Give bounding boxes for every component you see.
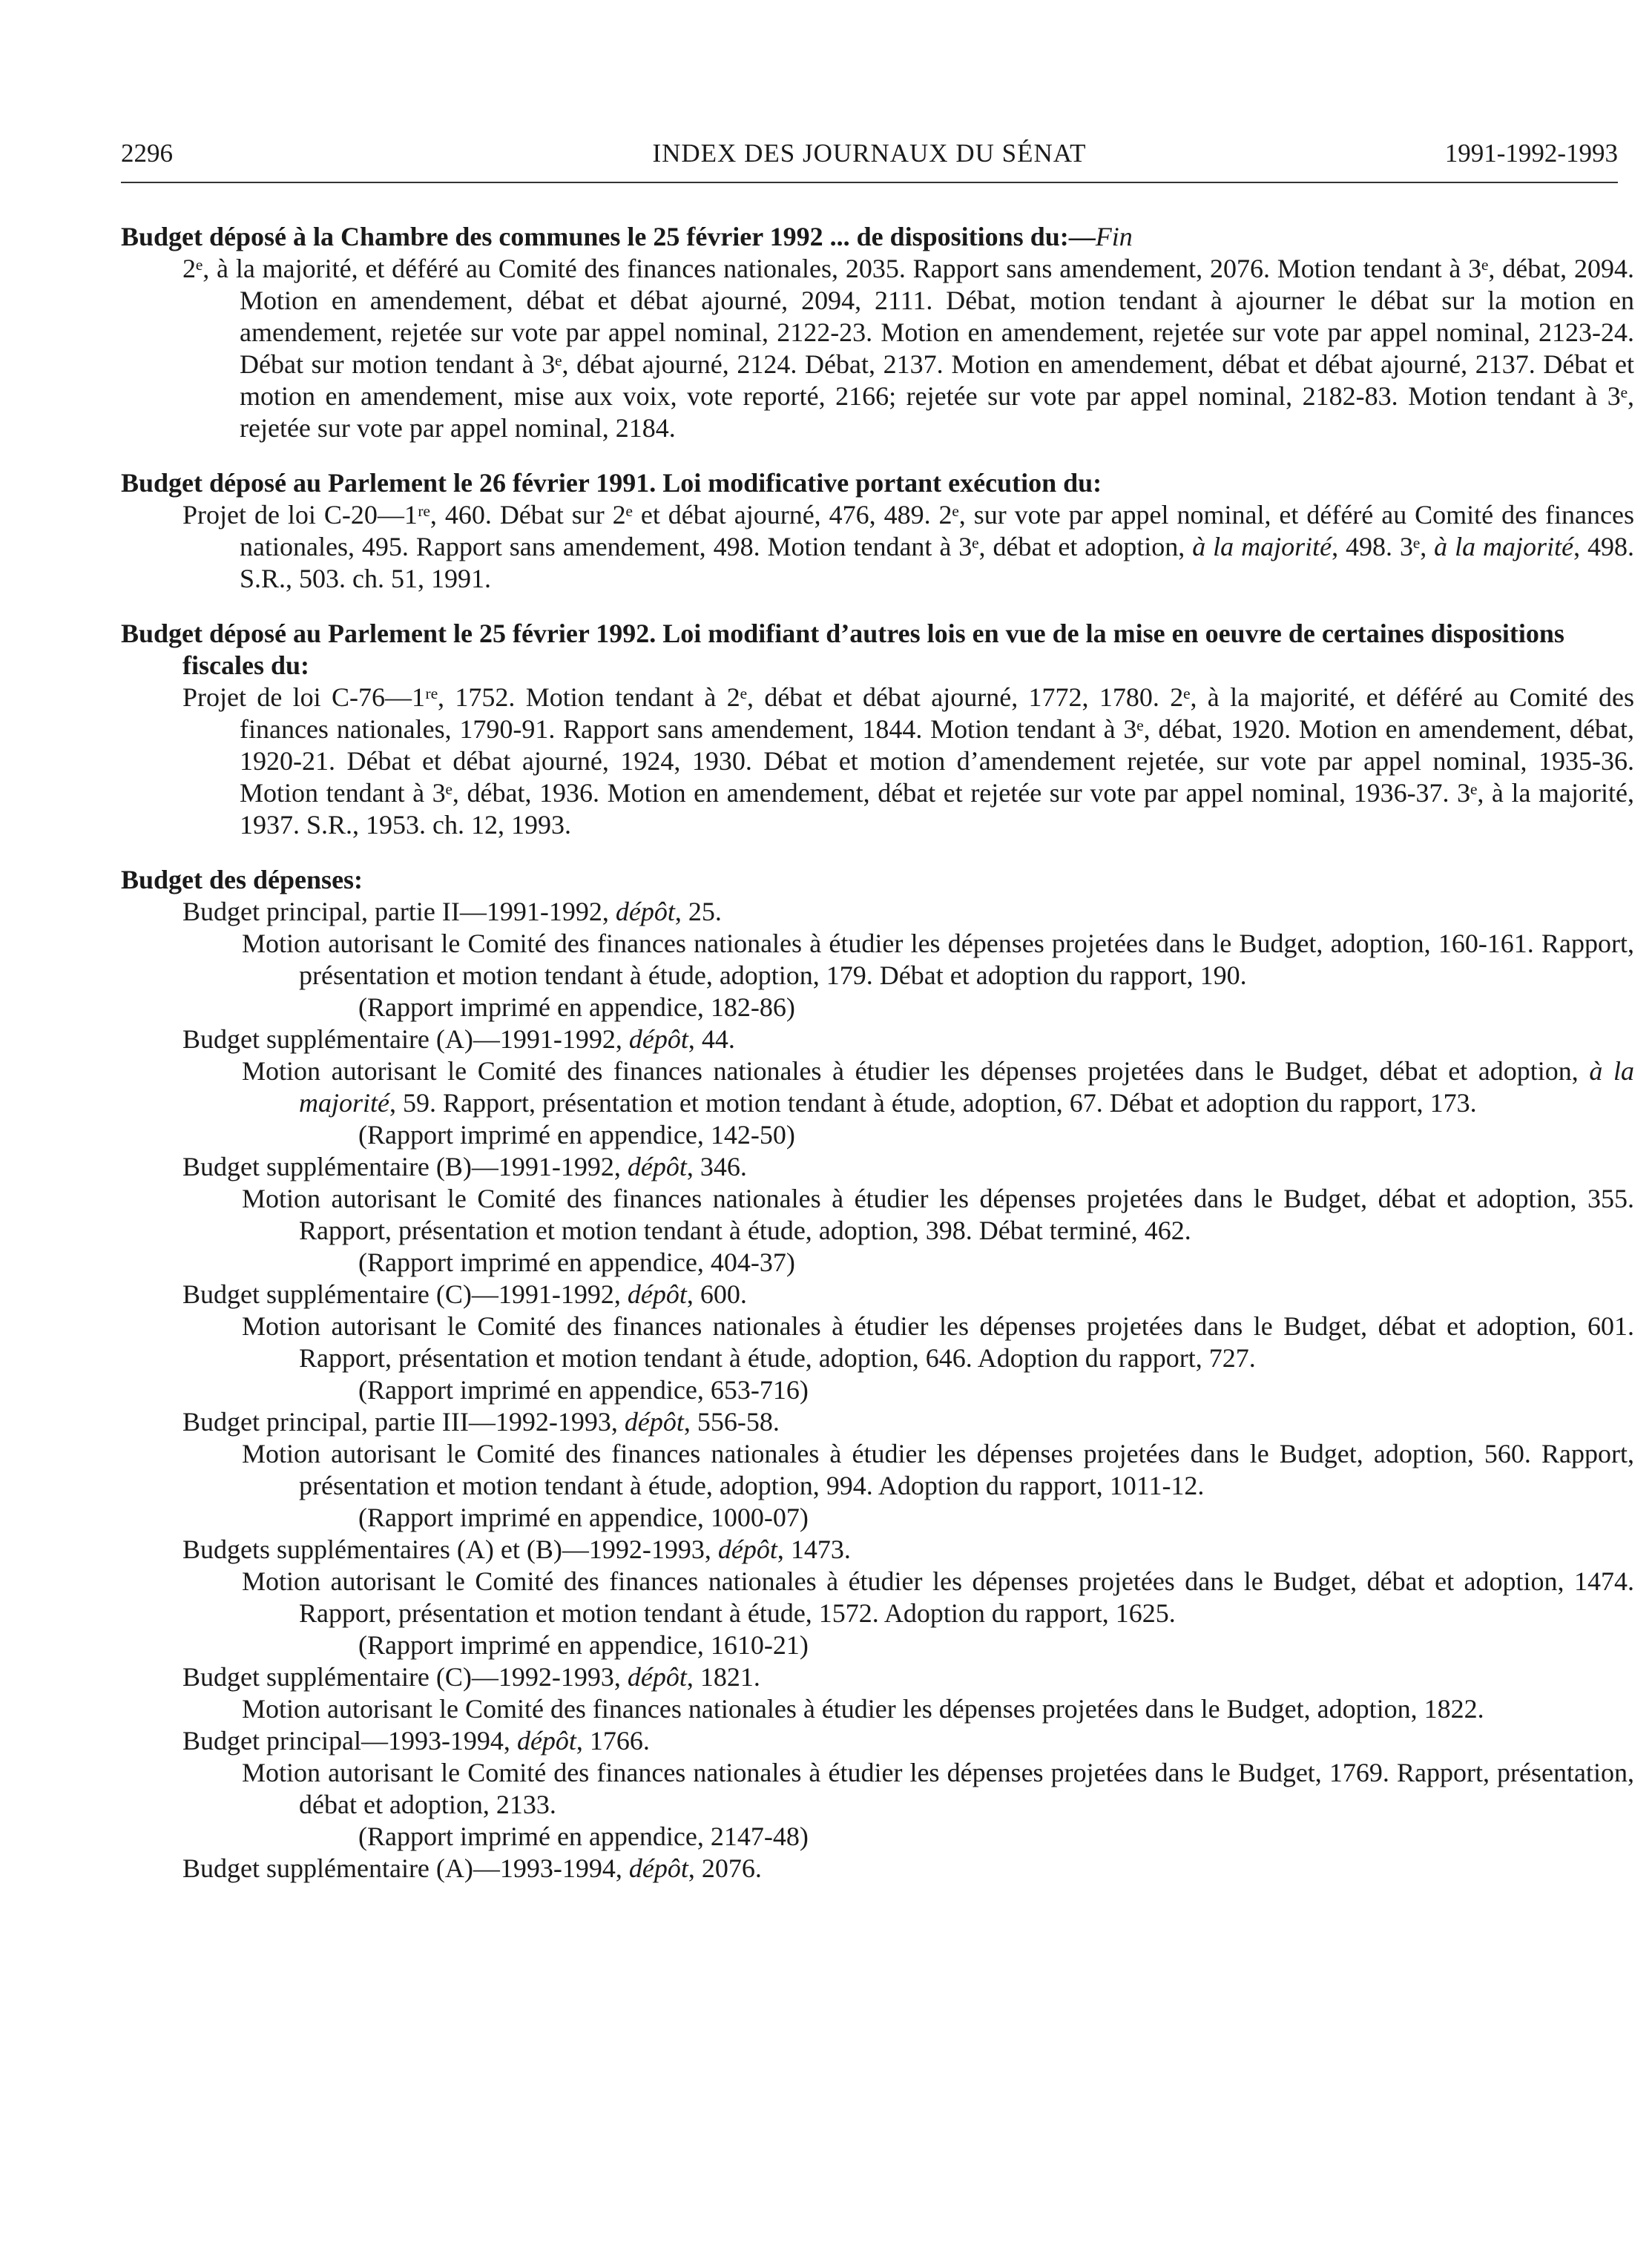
page-ref: , 556-58. bbox=[683, 1407, 780, 1437]
body-italic: à la majorité bbox=[1192, 532, 1332, 561]
sub-entry-motion: Motion autorisant le Comité des finances nationales à étudier les dépenses projetées dans le Budget, débat et adoption, 1474. Rapport, présentation et motion tendant à étude, 1572. Adoption du rapport, 1625. bbox=[242, 1566, 1634, 1628]
motion-italic: à la majorité bbox=[299, 1056, 1634, 1118]
page-ref: , 44. bbox=[688, 1024, 735, 1054]
page-ref: , 1473. bbox=[777, 1534, 851, 1564]
motion-text: Motion autorisant le Comité des finances nationales à étudier les dépenses projetées dans le Budget, débat et adoption, bbox=[242, 1056, 1590, 1086]
label-text: Budget supplémentaire (A)—1993-1994, bbox=[182, 1853, 629, 1883]
sub-entry-appendix: (Rapport imprimé en appendice, 2147-48) bbox=[358, 1822, 809, 1851]
body-text: Projet de loi C-20—1ʳᵉ, 460. Débat sur 2ᵉ et débat ajourné, 476, 489. 2ᵉ, sur vote par appel nominal, et déféré au Comité des finances nationales, 495. Rapport sans amendement, 498. Motion tendant à 3ᵉ, débat et adoption, bbox=[182, 500, 1634, 561]
label-text: Budgets supplémentaires (A) et (B)—1992-1993, bbox=[182, 1534, 718, 1564]
page-ref: , 25. bbox=[674, 897, 722, 926]
sub-entry-motion: Motion autorisant le Comité des finances nationales à étudier les dépenses projetées dans le Budget, 1769. Rapport, présentation, débat et adoption, 2133. bbox=[242, 1758, 1634, 1819]
budget-depenses-entry bbox=[121, 864, 1634, 1885]
sub-entry-appendix: (Rapport imprimé en appendice, 1610-21) bbox=[358, 1630, 809, 1660]
sub-entry-motion: Motion autorisant le Comité des finances nationales à étudier les dépenses projetées dans le Budget, débat et adoption, 601. Rapport, présentation et motion tendant à étude, adoption, 646. Adoption du rapport, 727. bbox=[242, 1311, 1634, 1373]
entry-heading bbox=[121, 221, 1634, 253]
sub-entry-label bbox=[121, 1725, 1634, 1757]
sub-entry-motion: Motion autorisant le Comité des finances nationales à étudier les dépenses projetées dans le Budget, adoption, 560. Rapport, présentation et motion tendant à étude, adoption, 994. Adoption du rapport, 1011-12. bbox=[242, 1439, 1634, 1500]
page-ref: , 1821. bbox=[686, 1662, 760, 1692]
label-text: Budget supplémentaire (A)—1991-1992, bbox=[182, 1024, 629, 1054]
depot-italic: dépôt bbox=[516, 1726, 576, 1756]
sub-entry-label bbox=[121, 1151, 1634, 1183]
sub-entry-motion: Motion autorisant le Comité des finances nationales à étudier les dépenses projetées dans le Budget, débat et adoption, 355. Rapport, présentation et motion tendant à étude, adoption, 398. Débat terminé, 462. bbox=[242, 1184, 1634, 1245]
page-ref: , 346. bbox=[686, 1152, 747, 1181]
sub-entry-motion: Motion autorisant le Comité des finances nationales à étudier les dépenses projetées dans le Budget, adoption, 1822. bbox=[242, 1694, 1484, 1724]
sub-entry-motion bbox=[121, 1055, 1634, 1119]
sub-entry-label bbox=[121, 1406, 1634, 1438]
index-entry bbox=[121, 467, 1634, 595]
entry-heading: Budget déposé au Parlement le 25 février 1992. Loi modifiant d’autres lois en vue de la mise en oeuvre de certaines dispositions fiscales du: bbox=[121, 619, 1564, 680]
depot-italic: dépôt bbox=[627, 1662, 687, 1692]
entry-heading-text: Budget déposé à la Chambre des communes le 25 février 1992 ... de dispositions du:— bbox=[121, 222, 1096, 251]
continuation-marker: Fin bbox=[1095, 222, 1133, 251]
label-text: Budget principal, partie III—1992-1993, bbox=[182, 1407, 625, 1437]
entry-body: 2ᵉ, à la majorité, et déféré au Comité des finances nationales, 2035. Rapport sans amendement, 2076. Motion tendant à 3ᵉ, débat, 2094. Motion en amendement, débat et débat ajourné, 2094, 2111. Débat, motion tendant à ajourner le débat sur la motion en amendement, rejetée sur vote par appel nominal, 2122-23. Motion en amendement, rejetée sur vote par appel nominal, 2123-24. Débat sur motion tendant à 3ᵉ, débat ajourné, 2124. Débat, 2137. Motion en amendement, débat et débat ajourné, 2137. Débat et motion en amendement, mise aux voix, vote reporté, 2166; rejetée sur vote par appel nominal, 2182-83. Motion tendant à 3ᵉ, rejetée sur vote par appel nominal, 2184. bbox=[182, 254, 1634, 443]
entry-heading: Budget des dépenses: bbox=[121, 865, 363, 894]
depot-italic: dépôt bbox=[615, 897, 675, 926]
header-years: 1991-1992-1993 bbox=[1444, 139, 1618, 168]
sub-entry-label bbox=[121, 896, 1634, 928]
entry-body: Projet de loi C-76—1ʳᵉ, 1752. Motion tendant à 2ᵉ, débat et débat ajourné, 1772, 1780. 2ᵉ, à la majorité, et déféré au Comité des finances nationales, 1790-91. Rapport sans amendement, 1844. Motion tendant à 3ᵉ, débat, 1920. Motion en amendement, débat, 1920-21. Débat et débat ajourné, 1924, 1930. Débat et motion d’amendement rejetée, sur vote par appel nominal, 1935-36. Motion tendant à 3ᵉ, débat, 1936. Motion en amendement, débat et rejetée sur vote par appel nominal, 1936-37. 3ᵉ, à la majorité, 1937. S.R., 1953. ch. 12, 1993. bbox=[182, 682, 1634, 840]
sub-entry-appendix: (Rapport imprimé en appendice, 404-37) bbox=[358, 1247, 795, 1277]
sub-entry-appendix: (Rapport imprimé en appendice, 182-86) bbox=[358, 992, 795, 1022]
sub-entry-label bbox=[121, 1534, 1634, 1566]
page-ref: , 1766. bbox=[576, 1726, 650, 1756]
depot-italic: dépôt bbox=[717, 1534, 777, 1564]
depot-italic: dépôt bbox=[628, 1024, 688, 1054]
label-text: Budget principal—1993-1994, bbox=[182, 1726, 517, 1756]
entry-heading: Budget déposé au Parlement le 26 février 1991. Loi modificative portant exécution du: bbox=[121, 468, 1102, 498]
depot-italic: dépôt bbox=[628, 1853, 688, 1883]
sub-entry-label bbox=[121, 1853, 1634, 1885]
label-text: Budget supplémentaire (B)—1991-1992, bbox=[182, 1152, 628, 1181]
page-header bbox=[121, 137, 1618, 183]
sub-entry-label bbox=[121, 1279, 1634, 1311]
label-text: Budget principal, partie II—1991-1992, bbox=[182, 897, 616, 926]
label-text: Budget supplémentaire (C)—1991-1992, bbox=[182, 1279, 628, 1309]
page-ref: , 600. bbox=[686, 1279, 747, 1309]
index-entry bbox=[121, 618, 1634, 841]
entry-body bbox=[121, 499, 1634, 595]
sub-entry-label bbox=[121, 1023, 1634, 1055]
sub-entry-appendix: (Rapport imprimé en appendice, 653-716) bbox=[358, 1375, 809, 1405]
depot-italic: dépôt bbox=[624, 1407, 684, 1437]
label-text: Budget supplémentaire (C)—1992-1993, bbox=[182, 1662, 628, 1692]
sub-entry-appendix: (Rapport imprimé en appendice, 142-50) bbox=[358, 1120, 795, 1150]
index-content bbox=[121, 221, 1634, 1908]
sub-entry-label bbox=[121, 1661, 1634, 1693]
motion-text: , 59. Rapport, présentation et motion tendant à étude, adoption, 67. Débat et adoption du rapport, 173. bbox=[389, 1088, 1477, 1118]
depot-italic: dépôt bbox=[627, 1152, 687, 1181]
sub-entry-appendix: (Rapport imprimé en appendice, 1000-07) bbox=[358, 1503, 809, 1532]
running-title: INDEX DES JOURNAUX DU SÉNAT bbox=[652, 139, 1087, 168]
body-text: , 498. S.R., 503. ch. 51, 1991. bbox=[240, 532, 1635, 593]
index-entry bbox=[121, 221, 1634, 444]
body-italic: à la majorité bbox=[1434, 532, 1574, 561]
body-text: , 498. 3ᵉ, bbox=[1332, 532, 1435, 561]
depot-italic: dépôt bbox=[627, 1279, 687, 1309]
page-ref: , 2076. bbox=[688, 1853, 762, 1883]
sub-entry-motion: Motion autorisant le Comité des finances nationales à étudier les dépenses projetées dans le Budget, adoption, 160-161. Rapport, présentation et motion tendant à étude, adoption, 179. Débat et adoption du rapport, 190. bbox=[242, 929, 1634, 990]
page-number: 2296 bbox=[121, 139, 173, 168]
